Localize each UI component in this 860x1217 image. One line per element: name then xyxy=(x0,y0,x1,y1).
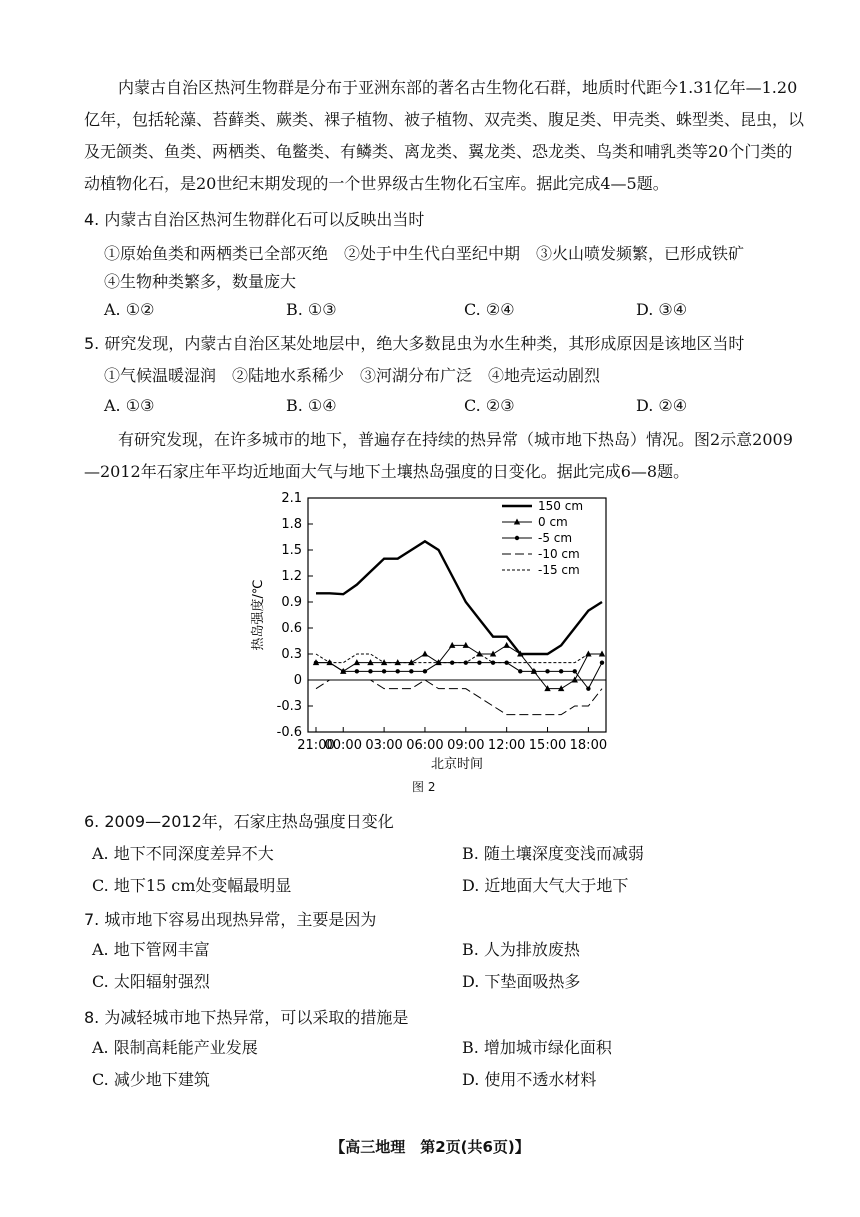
series-point-2 xyxy=(545,669,549,673)
question-8-option-c[interactable]: C. 减少地下建筑 xyxy=(92,1070,210,1089)
y-tick-label: 1.8 xyxy=(281,517,302,532)
series-point-1 xyxy=(422,651,428,657)
y-tick-label: -0.6 xyxy=(276,725,302,740)
series-point-2 xyxy=(532,669,536,673)
question-5-option-d[interactable]: D. ②④ xyxy=(636,396,688,415)
series-point-2 xyxy=(396,669,400,673)
legend-label: -15 cm xyxy=(538,563,580,577)
passage-2: 有研究发现，在许多城市的地下，普遍存在持续的热异常（城市地下热岛）情况。图2示意2009—2012年石家庄年平均近地面大气与地下土壤热岛强度的日变化。据此完成6—8题。 xyxy=(84,430,793,481)
question-7-option-b[interactable]: B. 人为排放废热 xyxy=(462,940,580,959)
legend-marker xyxy=(515,536,519,540)
x-tick-label: 18:00 xyxy=(569,738,608,753)
question-5-option-a[interactable]: A. ①③ xyxy=(104,396,155,415)
legend-label: 150 cm xyxy=(538,499,584,513)
question-6-option-b[interactable]: B. 随土壤深度变浅而减弱 xyxy=(462,844,644,863)
series-line-4 xyxy=(316,654,602,663)
y-tick-label: 2.1 xyxy=(281,491,302,506)
question-6-option-a[interactable]: A. 地下不同深度差异不大 xyxy=(92,844,274,863)
question-4-items-2: ④生物种类繁多，数量庞大 xyxy=(104,272,297,291)
legend-label: 0 cm xyxy=(538,515,568,529)
series-point-2 xyxy=(423,669,427,673)
x-axis-label: 北京时间 xyxy=(430,757,484,772)
series-point-1 xyxy=(503,642,509,648)
series-point-2 xyxy=(341,669,345,673)
x-tick-label: 12:00 xyxy=(487,738,526,753)
question-4-items-1: ①原始鱼类和两栖类已全部灭绝 ②处于中生代白垩纪中期 ③火山喷发频繁，已形成铁矿 xyxy=(104,244,745,263)
heat-island-chart xyxy=(240,486,620,776)
y-axis-label: 热岛强度/℃ xyxy=(251,579,266,651)
y-tick-label: 1.2 xyxy=(281,569,302,584)
series-line-3 xyxy=(316,680,602,715)
question-4-option-d[interactable]: D. ③④ xyxy=(636,300,688,319)
series-point-2 xyxy=(477,660,481,664)
y-tick-label: -0.3 xyxy=(276,699,302,714)
x-tick-label: 09:00 xyxy=(447,738,485,753)
y-tick-label: 0.3 xyxy=(281,647,302,662)
y-tick-label: 1.5 xyxy=(281,543,302,558)
question-7-stem: 7. 城市地下容易出现热异常，主要是因为 xyxy=(84,910,377,929)
x-tick-label: 00:00 xyxy=(324,738,362,753)
series-point-2 xyxy=(573,669,577,673)
y-tick-label: 0 xyxy=(293,673,302,688)
question-5-stem: 5. 研究发现，内蒙古自治区某处地层中，绝大多数昆虫为水生种类，其形成原因是该地区当时 xyxy=(84,334,745,353)
series-line-1 xyxy=(316,645,602,688)
y-tick-label: 0.6 xyxy=(281,621,302,636)
series-point-2 xyxy=(409,669,413,673)
question-8-option-a[interactable]: A. 限制高耗能产业发展 xyxy=(92,1038,258,1057)
y-tick-label: 0.9 xyxy=(281,595,302,610)
series-point-2 xyxy=(518,669,522,673)
legend-label: -5 cm xyxy=(538,531,573,545)
question-6-option-c[interactable]: C. 地下15 cm处变幅最明显 xyxy=(92,876,292,895)
question-7-option-d[interactable]: D. 下垫面吸热多 xyxy=(462,972,581,991)
question-4-option-a[interactable]: A. ①② xyxy=(104,300,155,319)
passage-1: 内蒙古自治区热河生物群是分布于亚洲东部的著名古生物化石群，地质时代距今1.31亿年—1.20亿年，包括轮藻、苔藓类、蕨类、裸子植物、被子植物、双壳类、腹足类、甲壳类、蛛型类、昆虫，以及无颌类、鱼类、两栖类、龟鳖类、有鳞类、离龙类、翼龙类、恐龙类、鸟类和哺乳类等20个门类的动植物化石，是20世纪末期发现的一个世界级古生物化石宝库。据此完成4—5题。 xyxy=(84,78,805,193)
series-point-2 xyxy=(600,660,604,664)
legend-label: -10 cm xyxy=(538,547,580,561)
question-4-stem: 4. 内蒙古自治区热河生物群化石可以反映出当时 xyxy=(84,210,425,229)
series-point-2 xyxy=(368,669,372,673)
series-point-2 xyxy=(586,686,590,690)
question-6-option-d[interactable]: D. 近地面大气大于地下 xyxy=(462,876,629,895)
series-point-2 xyxy=(355,669,359,673)
x-tick-label: 21:00 xyxy=(297,738,335,753)
series-point-1 xyxy=(449,642,455,648)
question-5-option-b[interactable]: B. ①④ xyxy=(286,396,337,415)
x-tick-label: 15:00 xyxy=(528,738,567,753)
question-4-option-c[interactable]: C. ②④ xyxy=(464,300,515,319)
question-4-option-b[interactable]: B. ①③ xyxy=(286,300,337,319)
series-point-1 xyxy=(463,642,469,648)
question-8-stem: 8. 为减轻城市地下热异常，可以采取的措施是 xyxy=(84,1008,409,1027)
series-point-2 xyxy=(314,660,318,664)
x-tick-label: 06:00 xyxy=(406,738,444,753)
question-7-option-c[interactable]: C. 太阳辐射强烈 xyxy=(92,972,210,991)
question-8-option-d[interactable]: D. 使用不透水材料 xyxy=(462,1070,597,1089)
question-7-option-a[interactable]: A. 地下管网丰富 xyxy=(92,940,210,959)
question-8-option-b[interactable]: B. 增加城市绿化面积 xyxy=(462,1038,612,1057)
page-footer: 【高三地理 第2页(共6页)】 xyxy=(330,1138,530,1156)
question-5-items-1: ①气候温暖湿润 ②陆地水系稀少 ③河湖分布广泛 ④地壳运动剧烈 xyxy=(104,366,601,385)
figure-caption: 图 2 xyxy=(412,780,436,794)
series-point-2 xyxy=(559,669,563,673)
series-point-2 xyxy=(382,669,386,673)
question-5-option-c[interactable]: C. ②③ xyxy=(464,396,515,415)
question-6-stem: 6. 2009—2012年，石家庄热岛强度日变化 xyxy=(84,812,394,831)
series-line-2 xyxy=(316,663,602,689)
x-tick-label: 03:00 xyxy=(365,738,403,753)
